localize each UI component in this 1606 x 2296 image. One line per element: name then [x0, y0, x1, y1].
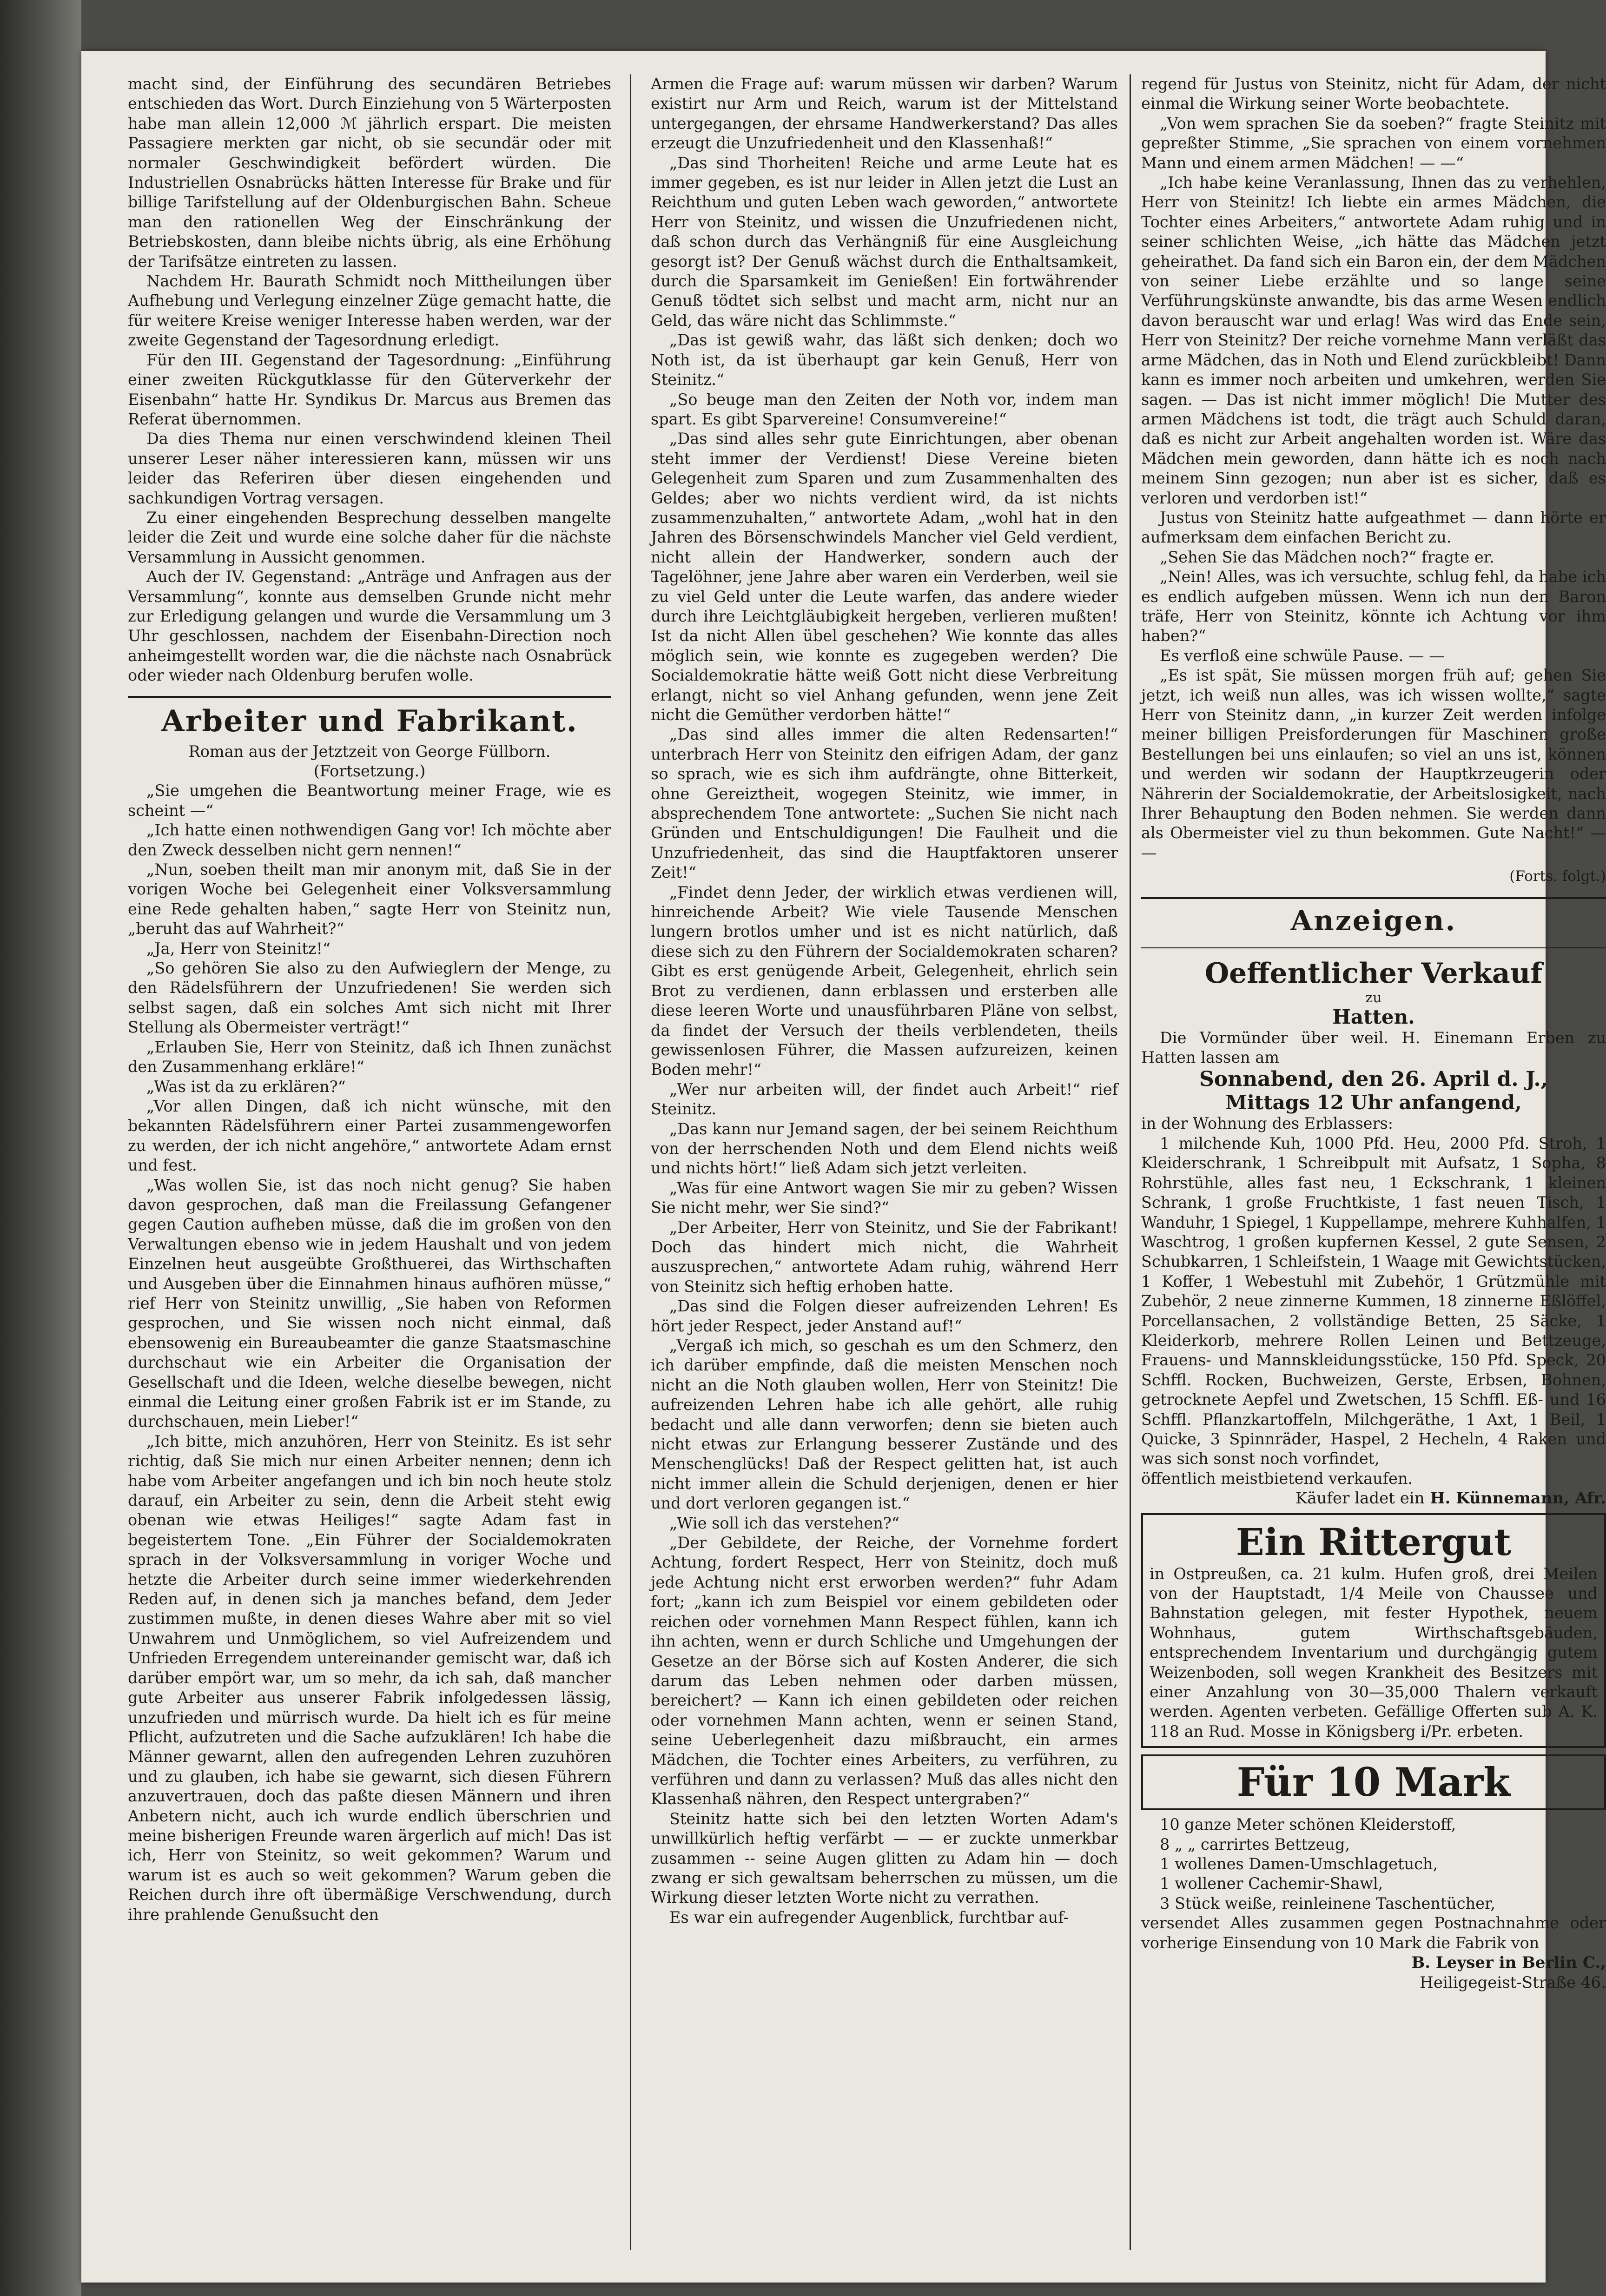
- story-paragraph: „Von wem sprachen Sie da soeben?“ fragte Steinitz mit gepreßter Stimme, „Sie sprachen von einem vornehmen Mann und einem armen Mädchen! — —“: [1141, 114, 1606, 172]
- ad-rittergut-text: in Ostpreußen, ca. 21 kulm. Hufen groß, drei Meilen von der Hauptstadt, 1/4 Meile von Chaussee und Bahnstation gelegen, mit fester Hypothek, neuem Wohnhaus, gutem Wirthschaftsgebäuden, entsprechendem Inventarium und durchgängig gutem Weizenboden, soll wegen Krankheit des Besitzers mit einer Anzahlung von 30—35,000 Thalern verkauft werden. Agenten verbeten. Gefällige Offerten sub A. K. 118 an Rud. Mosse in Königsberg i/Pr. erbeten.: [1150, 1564, 1598, 1740]
- story-paragraph: „Nein! Alles, was ich versuchte, schlug fehl, da habe ich es endlich aufgeben müssen. Wenn ich nun den Baron träfe, Herr von Steinitz, könnte ich Achtung vor ihm haben?“: [1141, 568, 1606, 645]
- ad-public-sale: [1141, 957, 1606, 1509]
- ad-ten-mark-item: 8 „ „ carrirtes Bettzeug,: [1160, 1835, 1350, 1853]
- ad-ten-mark-list: [1141, 1815, 1606, 1913]
- story-paragraph: „Was für eine Antwort wagen Sie mir zu geben? Wissen Sie nicht mehr, wer Sie sind?“: [651, 1178, 1118, 1217]
- story-paragraph: „Der Gebildete, der Reiche, der Vornehme fordert Achtung, fordert Respect, Herr von Steinitz, doch muß jede Achtung nicht erst erworben werden?“ fuhr Adam fort; „kann ich zum Beispiel vor einem gebildeten oder reichen oder vornehmen Mann Respect fühlen, kann ich ihn achten, wenn er durch Schliche und Umgehungen der Gesetze an der Börse sich auf Kosten Anderer, die sich darum das Leben nehmen oder darben müssen, bereichert? — Kann ich einen gebildeten oder reichen oder vornehmen Mann achten, wenn er seinen Stand, seine Ueberlegenheit dazu mißbraucht, ein armes Mädchen, die Tochter eines Arbeiters, zu verführen, zu verführen und dann zu verlassen? Muß das alles nicht den Klassenhaß nähren, den Respect untergraben?“: [651, 1534, 1118, 1808]
- story-paragraph: „Nun, soeben theilt man mir anonym mit, daß Sie in der vorigen Woche bei Gelegenheit einer Volksversammlung eine Rede gehalten haben,“ sagte Herr von Steinitz nun, „beruht das auf Wahrheit?“: [128, 860, 611, 938]
- story-paragraph: „Sehen Sie das Mädchen noch?“ fragte er.: [1160, 548, 1494, 566]
- to-be-continued: (Forts. folgt.): [1509, 868, 1606, 885]
- story-paragraph: Armen die Frage auf: warum müssen wir darben? Warum existirt nur Arm und Reich, warum ist der Mittelstand untergegangen, der ehrsame Handwerkerstand? Das alles erzeugt die Unzufriedenheit und den Klassenhaß!“: [651, 75, 1118, 152]
- story-paragraph: „Ich hatte einen nothwendigen Gang vor! Ich möchte aber den Zweck desselben nicht gern nennen!“: [128, 821, 611, 859]
- ad-sale-signoff-prefix: Käufer ladet ein: [1295, 1489, 1425, 1508]
- column-3: [1141, 74, 1606, 2250]
- article-paragraph: Zu einer eingehenden Besprechung desselben mangelte leider die Zeit und wurde eine solche daher für die nächste Versammlung in Aussicht genommen.: [128, 508, 611, 566]
- ad-ten-mark-firm: B. Leyser in Berlin C.,: [1411, 1953, 1606, 1972]
- story-paragraph: „So beuge man den Zeiten der Noth vor, indem man spart. Es gibt Sparvereine! Consumvereine!“: [651, 390, 1118, 428]
- story-paragraph: regend für Justus von Steinitz, nicht für Adam, der nicht einmal die Wirkung seiner Worte beobachtete.: [1141, 75, 1606, 113]
- ad-ten-mark-title: Für 10 Mark: [1141, 1754, 1606, 1810]
- ad-ten-mark-item: 1 wollener Cachemir-Shawl,: [1160, 1874, 1383, 1893]
- ad-sale-date: Sonnabend, den 26. April d. J.,: [1199, 1067, 1548, 1092]
- ad-sale-title: Oeffentlicher Verkauf: [1204, 957, 1543, 990]
- story-paragraph: „Ich habe keine Veranlassung, Ihnen das zu verhehlen, Herr von Steinitz! Ich liebte ein armes Mädchen, die Tochter eines Arbeiters,“ antwortete Adam ruhig und in seiner schlichten Weise, „ich hätte das Mädchen jetzt geheirathet. Da fand sich ein Baron ein, der dem Mädchen von seiner Liebe erzählte und so lange seine Verführungskünste anwandte, bis das arme Wesen endlich davon berauscht war und erlag! Was wird das Ende sein, Herr von Steinitz? Der reiche vornehme Mann verläßt das arme Mädchen, das in Noth und Elend zurückbleibt! Dann kann es immer noch arbeiten und umkehren, werden Sie sagen. — Das ist nicht immer möglich! Die Mutter des armen Mädchens ist todt, die trägt auch Schuld daran, daß es nicht zur Arbeit angehalten worden ist. Wäre das Mädchen mein geworden, dann hätte ich es noch nach meinem Sinn gezogen; nun aber ist es sicher, daß es verloren und verdorben ist!“: [1141, 173, 1606, 507]
- story-subtitle: Roman aus der Jetztzeit von George Füllborn.: [188, 742, 551, 761]
- article-paragraph: Da dies Thema nur einen verschwindend kleinen Theil unserer Leser näher interessieren kann, müssen wir uns leider das Referiren über diesen eingehenden und sachkundigen Vortrag versagen.: [128, 430, 611, 507]
- story-paragraph: „Das sind Thorheiten! Reiche und arme Leute hat es immer gegeben, es ist nur leider in Allen jetzt die Lust an Reichthum und guten Leben wach geworden,“ antwortete Herr von Steinitz, und wissen die Unzufriedenen nicht, daß schon durch das Verhängniß für eine Ausgleichung gesorgt ist? Der Genuß wächst durch die Enthaltsamkeit, durch die Sparsamkeit im Genießen! Ein fortwährender Genuß tödtet sich selbst und macht arm, nicht nur an Geld, das wäre nicht das Schlimmste.“: [651, 153, 1118, 330]
- story-paragraph: „Der Arbeiter, Herr von Steinitz, und Sie der Fabrikant! Doch das hindert mich nicht, die Wahrheit auszusprechen,“ antwortete Adam ruhig, während Herr von Steinitz sich heftig erhoben hatte.: [651, 1218, 1118, 1296]
- story-paragraph: „So gehören Sie also zu den Aufwieglern der Menge, zu den Rädelsführern der Unzufriedenen! Sie werden sich selbst sagen, daß ein solches Amt sich nicht mit Ihrer Stellung als Obermeister verträgt!“: [128, 959, 611, 1037]
- story-paragraph: „Das ist gewiß wahr, das läßt sich denken; doch wo Noth ist, da ist überhaupt gar kein Genuß, Herr von Steinitz.“: [651, 331, 1118, 389]
- ad-sale-place: Hatten.: [1332, 1005, 1415, 1028]
- column-1: [128, 74, 611, 2250]
- article-paragraph: macht sind, der Einführung des secundären Betriebes entschieden das Wort. Durch Einziehung von 5 Wärterposten habe man allein 12,000 ℳ jährlich erspart. Die meisten Passagiere merkten gar nicht, ob sie secundär oder mit normaler Geschwindigkeit befördert würden. Die Industriellen Osnabrücks hätten Interesse für Brake und für billige Tarifstellung auf der Oldenburgischen Bahn. Scheue man den rationellen Weg der Einschränkung der Betriebskosten, dann bleibe nichts übrig, als eine Erhöhung der Tarifsätze eintreten zu lassen.: [128, 75, 611, 271]
- ad-sale-zu: zu: [1365, 989, 1382, 1006]
- story-paragraph: Es war ein aufregender Augenblick, furchtbar auf-: [669, 1908, 1069, 1926]
- ad-sale-intro: Die Vormünder über weil. H. Einemann Erben zu Hatten lassen am: [1141, 1028, 1606, 1067]
- story-paragraph: Es verfloß eine schwüle Pause. — —: [1160, 646, 1445, 665]
- ads-divider: [1141, 947, 1606, 948]
- story-paragraph: „Wie soll ich das verstehen?“: [669, 1514, 899, 1532]
- column-rule-left: [630, 74, 631, 2250]
- section-divider: [1141, 897, 1606, 899]
- ad-sale-time: Mittags 12 Uhr anfangend,: [1225, 1091, 1522, 1114]
- ads-heading: Anzeigen.: [1290, 904, 1457, 937]
- article-paragraph: Nachdem Hr. Baurath Schmidt noch Mittheilungen über Aufhebung und Verlegung einzelner Züge gemacht hatte, die für weitere Kreise weniger Interesse haben werden, war der zweite Gegenstand der Tagesordnung erledigt.: [128, 272, 611, 350]
- story-paragraph: „Das sind alles sehr gute Einrichtungen, aber obenan steht immer der Verdienst! Diese Vereine bieten Gelegenheit zum Sparen und zum Zusammenhalten des Geldes; aber wo nichts verdient wird, da ist nichts zusammenzuhalten,“ antwortete Adam, „wohl hat in den Jahren des Börsenschwindels Mancher viel Geld verdient, nicht allein der Handwerker, sondern auch der Tagelöhner, jene Jahre aber waren ein Verderben, weil sie zu viel Geld unter die Leute warfen, das andere wieder durch ihre Leichtgläubigkeit hergeben, verlieren mußten! Ist da nicht Allen übel geschehen? Wie konnte das alles möglich sein, wie konnte es zugegeben werden? Die Socialdemokratie hätte weiß Gott nicht diese Verbreitung erlangt, nicht so viel Anhang gefunden, wenn jene Zeit nicht die Gemüther verdorben hätte!“: [651, 430, 1118, 724]
- story-paragraph: „Ja, Herr von Steinitz!“: [146, 939, 331, 958]
- ad-rittergut-title: Ein Rittergut: [1236, 1520, 1512, 1564]
- ad-sale-signature: [1141, 1489, 1606, 1508]
- story-paragraph: „Das sind die Folgen dieser aufreizenden Lehren! Es hört jeder Respect, jeder Anstand auf!“: [651, 1297, 1118, 1335]
- ad-ten-mark-text: versendet Alles zusammen gegen Postnachnahme oder vorherige Einsendung von 10 Mark die Fabrik von: [1141, 1914, 1606, 1952]
- ad-ten-mark-item: 3 Stück weiße, reinleinene Taschentücher,: [1160, 1894, 1496, 1912]
- column-rule-right: [1130, 74, 1131, 2250]
- newspaper-page: [81, 51, 1606, 2283]
- story-paragraph: „Das sind alles immer die alten Redensarten!“ unterbrach Herr von Steinitz den eifrigen Adam, der ganz so sprach, wie es sich ihm aufdrängte, ohne Bitterkeit, ohne Gereiztheit, wogegen Steinitz, wie immer, in absprechendem Tone antwortete: „Suchen Sie nicht nach Gründen und Entschuldigungen! Die Faulheit und die Unzufriedenheit, das sind die Hauptfaktoren unserer Zeit!“: [651, 725, 1118, 882]
- story-paragraph: Justus von Steinitz hatte aufgeathmet — dann hörte er aufmerksam dem einfachen Bericht zu.: [1141, 508, 1606, 547]
- story-paragraph: „Vor allen Dingen, daß ich nicht wünsche, mit den bekannten Rädelsführern einer Partei zusammengeworfen zu werden, der ich nicht angehöre,“ antwortete Adam ernst und fest.: [128, 1097, 611, 1175]
- ad-rittergut: [1141, 1513, 1606, 1748]
- article-paragraph: Für den III. Gegenstand der Tagesordnung: „Einführung einer zweiten Rückgutklasse für den Güterverkehr der Eisenbahn“ hatte Hr. Syndikus Dr. Marcus aus Bremen das Referat übernommen.: [128, 351, 611, 428]
- ad-ten-mark-item: 1 wollenes Damen-Umschlagetuch,: [1160, 1855, 1438, 1873]
- ad-ten-mark-address: Heiligegeist-Straße 46.: [1420, 1973, 1606, 1992]
- story-paragraph: „Es ist spät, Sie müssen morgen früh auf; gehen Sie jetzt, ich weiß nun alles, was ich wissen wollte,“ sagte Herr von Steinitz dann, „in kurzer Zeit werden infolge meiner billigen Preisforderungen für Maschinen große Bestellungen bei uns einlaufen; so viel an uns ist, können und werden wir sodann der Hauptkrzeugerin oder Nährerin der Socialdemokratie, der Arbeitslosigkeit, nach Ihrer Behauptung den Boden nehmen. Sie werden dann als Obermeister viel zu thun bekommen. Gute Nacht!“ — —: [1141, 666, 1606, 862]
- article-paragraph: Auch der IV. Gegenstand: „Anträge und Anfragen aus der Versammlung“, konnte aus demselben Grunde nicht mehr zur Erledigung gelangen und wurde die Versammlung um 3 Uhr geschlossen, nachdem der Eisenbahn-Direction noch anheimgestellt worden war, die die nächste nach Osnabrück oder wieder nach Oldenburg berufen wolle.: [128, 568, 611, 685]
- story-paragraph: „Was wollen Sie, ist das noch nicht genug? Sie haben davon gesprochen, daß man die Freilassung Gefangener gegen Caution aufheben müsse, daß die im großen von den Verwaltungen ebenso wie in jedem Haushalt und von jedem Einzelnen heut ausgeübte Großthuerei, das Wirthschaften und Ausgeben über die Einnahmen hinaus aufhören müsse,“ rief Herr von Steinitz unwillig, „Sie haben von Reformen gesprochen, und Sie wissen noch nicht einmal, daß ebensowenig ein Bureaubeamter die ganze Staatsmaschine durchschaut wie ein Arbeiter die Organisation der Gesellschaft und die Ideen, welche dieselbe bewegen, nicht einmal die Leitung einer großen Fabrik ist er im Stande, zu durchschauen, mein Lieber!“: [128, 1176, 611, 1431]
- story-paragraph: „Sie umgehen die Beantwortung meiner Frage, wie es scheint —“: [128, 781, 611, 820]
- story-paragraph: Steinitz hatte sich bei den letzten Worten Adam's unwillkürlich heftig verfärbt — — er zuckte unmerkbar zusammen -- seine Augen glitten zu Adam hin — doch zwang er sich gewaltsam beherrschen zu müssen, um die Wirkung dieser letzten Worte nicht zu verrathen.: [651, 1809, 1118, 1907]
- story-paragraph: „Findet denn Jeder, der wirklich etwas verdienen will, hinreichende Arbeit? Wie viele Tausende Menschen lungern brotlos umher und ist es nicht natürlich, daß diese sich zu den Führern der Socialdemokraten scharen? Gibt es erst genügende Arbeit, Gelegenheit, ehrlich sein Brot zu verdienen, dann erblassen und ersterben alle diese leeren Worte und unausführbaren Pläne von selbst, da findet der Versuch der theils verblendeten, theils gewissenlosen Führer, die Massen aufzureizen, keinen Boden mehr!“: [651, 883, 1118, 1079]
- story-continuation-note: (Fortsetzung.): [313, 762, 426, 780]
- ad-ten-mark-item: 10 ganze Meter schönen Kleiderstoff,: [1160, 1815, 1456, 1834]
- ad-sale-closing: öffentlich meistbietend verkaufen.: [1141, 1469, 1413, 1488]
- story-paragraph: „Das kann nur Jemand sagen, der bei seinem Reichthum von der herrschenden Noth und dem Elend nichts weiß und nichts hört!“ ließ Adam sich jetzt verleiten.: [651, 1119, 1118, 1178]
- book-binding: [0, 0, 81, 2296]
- ad-sale-location: in der Wohnung des Erblassers:: [1141, 1114, 1394, 1133]
- story-paragraph: „Erlauben Sie, Herr von Steinitz, daß ich Ihnen zunächst den Zusammenhang erkläre!“: [128, 1038, 611, 1076]
- story-paragraph: „Vergaß ich mich, so geschah es um den Schmerz, den ich darüber empfinde, daß die meisten Menschen noch nicht an die Noth glauben wollen, Herr von Steinitz! Die aufreizenden Lehren habe ich alle gehört, alle ruhig bedacht und alle dann verworfen; denn sie bieten auch nicht etwas zur Erlangung besserer Zustände und des Menschenglücks! Daß der Respect gelitten hat, ist auch nicht immer allein die Schuld derjenigen, denen er hier und dort verloren gegangen ist.“: [651, 1337, 1118, 1513]
- story-title: Arbeiter und Fabrikant.: [161, 703, 578, 739]
- ad-sale-items: 1 milchende Kuh, 1000 Pfd. Heu, 2000 Pfd. Stroh, 1 Kleiderschrank, 1 Schreibpult mit Aufsatz, 1 Sopha, 8 Rohrstühle, alles fast neu, 1 Eckschrank, 1 kleinen Schrank, 1 große Fruchtkiste, 1 fast neuen Tisch, 1 Wanduhr, 1 Spiegel, 1 Kuppellampe, mehrere Kuhhalfen, 1 Waschtrog, 1 großen kupfernen Kessel, 2 gute Sensen, 2 Schubkarren, 1 Schleifstein, 1 Waage mit Gewichtstücken, 1 Koffer, 1 Webestuhl mit Zubehör, 1 Grützmühle mit Zubehör, 2 neue zinnerne Kummen, 18 zinnerne Eßlöffel, Porcellansachen, 2 vollständige Betten, 25 Säcke, 1 Kleiderkorb, mehrere Rollen Leinen und Bettzeuge, Frauens- und Mannskleidungsstücke, 150 Pfd. Speck, 20 Schffl. Rocken, Buchweizen, Gerste, Erbsen, Bohnen, getrocknete Aepfel und Zwetschen, 15 Schffl. Eß- und 16 Schffl. Pflanzkartoffeln, Milchgeräthe, 1 Axt, 1 Beil, 1 Quicke, 3 Spinnräder, Haspel, 2 Hecheln, 4 Raken und was sich sonst noch vorfindet,: [1141, 1134, 1606, 1468]
- story-paragraph: „Was ist da zu erklären?“: [146, 1077, 346, 1096]
- story-paragraph: „Wer nur arbeiten will, der findet auch Arbeit!“ rief Steinitz.: [651, 1080, 1118, 1118]
- column-2: [651, 74, 1118, 2250]
- section-divider: [128, 696, 611, 698]
- ad-sale-signoff-name: H. Künnemann, Afr.: [1430, 1489, 1606, 1508]
- story-paragraph: „Ich bitte, mich anzuhören, Herr von Steinitz. Es ist sehr richtig, daß Sie mich nur einen Arbeiter nennen; denn ich habe vom Arbeiter angefangen und ich bin noch heute stolz darauf, ein Arbeiter zu sein, denn die Arbeit steht ewig obenan wie etwas Heiliges!“ sagte Adam fast in begeistertem Tone. „Ein Führer der Socialdemokraten sprach in der Volksversammlung in voriger Woche und hetzte die Arbeiter durch seine immer wiederkehrenden Reden auf, in denen sich ja manches befand, dem Jeder zustimmen mußte, in denen dieses Wahre aber mit so viel Unwahrem und Unmöglichem, so viel Aufreizendem und Unfrieden Erregendem untereinander gemischt war, daß ich darüber empört war, um so mehr, da ich sah, daß mancher gute Arbeiter aus unserer Fabrik infolgedessen lässig, unzufrieden und mürrisch wurde. Da hielt ich es für meine Pflicht, aufzutreten und die Sache aufzuklären! Ich habe die Männer gewarnt, allen den aufregenden Lehren zuzuhören und zu glauben, ich habe sie gewarnt, sich diesen Führern anzuvertrauen, doch das paßte diesen Männern und ihren Anbetern nicht, auch ich wurde endlich überschrien und meine bisherigen Freunde waren ärgerlich auf mich! Das ist ich, Herr von Steinitz, so weit gekommen? Warum und warum ist es auch so weit gekommen? Warum geben die Reichen durch ihre oft übermäßige Verschwendung, durch ihre prahlende Genußsucht den: [128, 1432, 611, 1924]
